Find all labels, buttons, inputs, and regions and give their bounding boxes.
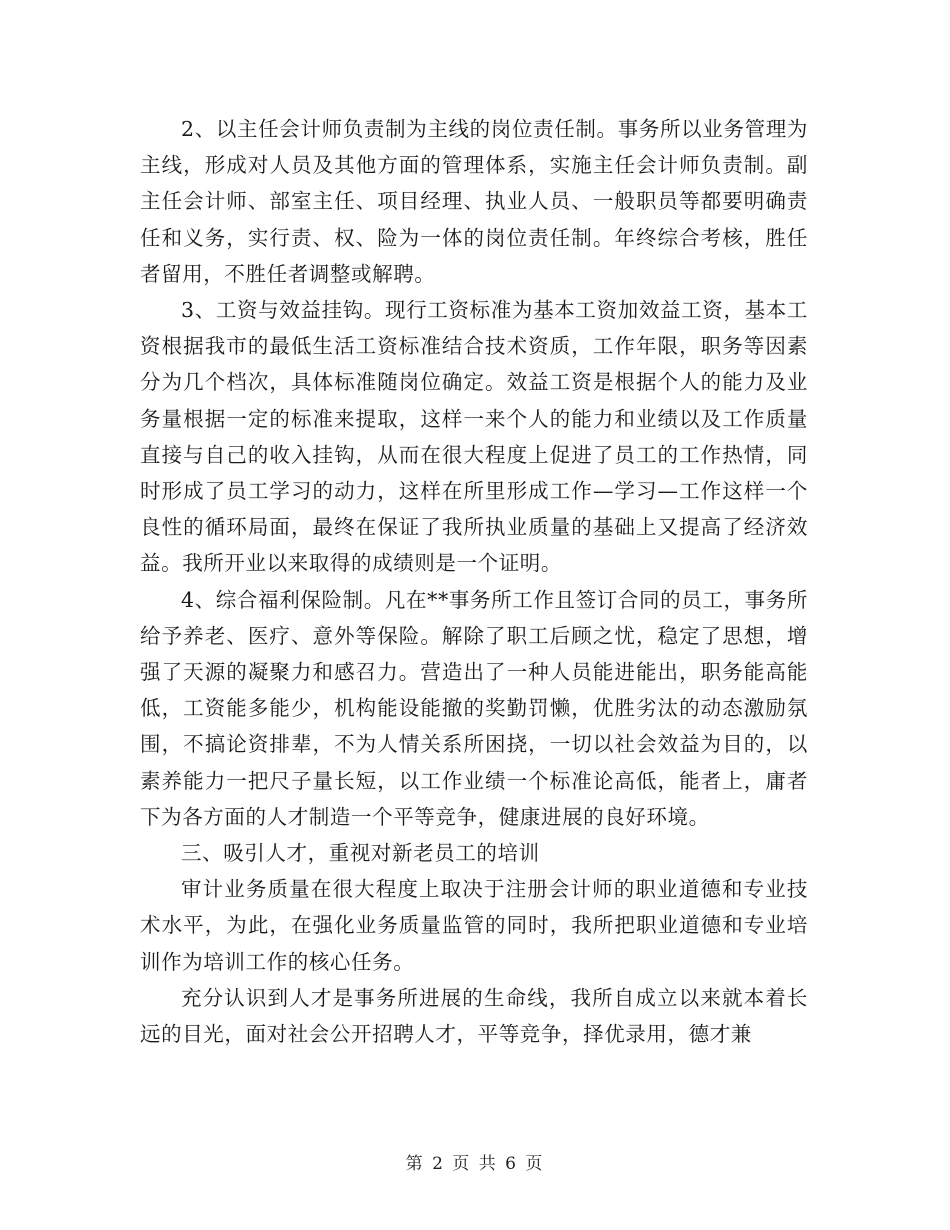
paragraph-post-responsibility: 2、以主任会计师负责制为主线的岗位责任制。事务所以业务管理为主线，形成对人员及其他方面的管理体系，实施主任会计师负责制。副主任会计师、部室主任、项目经理、执业人员、一般职员等都要明确责任和义务，实行责、权、险为一体的岗位责任制。年终综合考核，胜任者留用，不胜任者调整或解聘。 [140,117,808,286]
section-heading-talent-training: 三、吸引人才，重视对新老员工的培训 [181,841,540,866]
paragraph-audit-quality: 审计业务质量在很大程度上取决于注册会计师的职业道德和专业技术水平，为此，在强化业务质量监管的同时，我所把职业道德和专业培训作为培训工作的核心任务。 [140,877,808,974]
paragraph-talent-recruitment: 充分认识到人才是事务所进展的生命线，我所自成立以来就本着长远的目光，面对社会公开招聘人才，平等竞争，择优录用，德才兼 [140,985,808,1047]
document-body [140,111,808,1052]
paragraph-salary-benefit: 3、工资与效益挂钩。现行工资标准为基本工资加效益工资，基本工资根据我市的最低生活工资标准结合技术资质，工作年限，职务等因素分为几个档次，具体标准随岗位确定。效益工资是根据个人的能力及业务量根据一定的标准来提取，这样一来个人的能力和业绩以及工作质量直接与自己的收入挂钩，从而在很大程度上促进了员工的工作热情，同时形成了员工学习的动力，这样在所里形成工作—学习—工作这样一个良性的循环局面，最终在保证了我所执业质量的基础上又提高了经济效益。我所开业以来取得的成绩则是一个证明。 [140,298,808,576]
paragraph-welfare-insurance: 4、综合福利保险制。凡在**事务所工作且签订合同的员工，事务所给予养老、医疗、意外等保险。解除了职工后顾之忧，稳定了思想，增强了天源的凝聚力和感召力。营造出了一种人员能进能出，职务能高能低，工资能多能少，机构能设能撤的奖勤罚懒，优胜劣汰的动态激励氛围，不搞论资排辈，不为人情关系所困挠，一切以社会效益为目的，以素养能力一把尺子量长短，以工作业绩一个标准论高低，能者上，庸者下为各方面的人才制造一个平等竞争，健康进展的良好环境。 [140,587,808,829]
page-number-footer: 第 2 页 共 6 页 [405,1154,545,1174]
